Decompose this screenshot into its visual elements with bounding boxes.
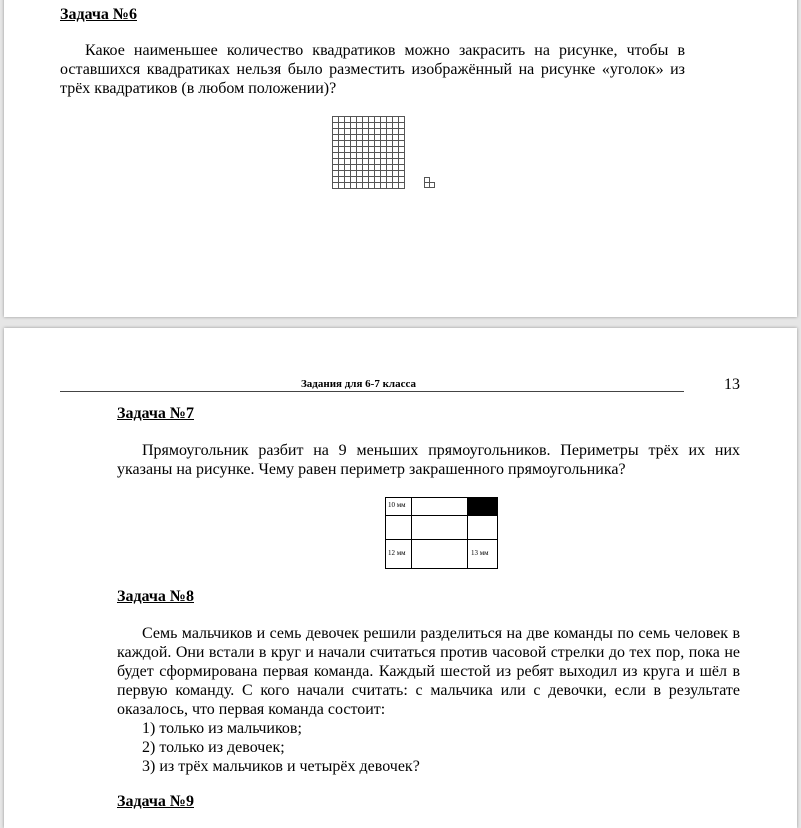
cell-r1c2 (411, 497, 468, 516)
task6-text: Какое наименьшее количество квадратиков можно закрасить на рисунке, чтобы в оставшихся квадратиках нельзя было разместить изображённый на рисунке «уголок» из трёх квадратиков (в любом положении)? (60, 42, 685, 97)
cell-r2c1 (385, 515, 412, 540)
corner-piece-figure (424, 177, 438, 191)
task8-option-2: 2) только из девочек; (142, 739, 285, 756)
shaded-rectangle (467, 497, 498, 516)
task6-heading: Задача №6 (60, 6, 137, 23)
task8-heading: Задача №8 (117, 588, 194, 605)
rectangle-figure (385, 497, 498, 569)
page-number: 13 (724, 376, 740, 393)
header-rule (60, 391, 684, 392)
cell-r3c2 (411, 539, 468, 569)
task8-option-3: 3) из трёх мальчиков и четырёх девочек? (142, 758, 420, 775)
cell-r2c2 (411, 515, 468, 540)
cell-r2c3 (467, 515, 498, 540)
running-header-title: Задания для 6-7 класса (301, 378, 417, 390)
label-bottom-right: 13 мм (471, 549, 489, 557)
square-grid-figure (332, 116, 405, 189)
task9-heading: Задача №9 (117, 793, 194, 810)
task7-text: Прямоугольник разбит на 9 меньших прямоугольников. Периметры трёх их них указаны на рисунке. Чему равен периметр закрашенного прямоугольника? (117, 442, 740, 478)
task8-option-1: 1) только из мальчиков; (142, 720, 302, 737)
task7-heading: Задача №7 (117, 405, 194, 422)
document-page-1 (4, 0, 797, 317)
label-top-left: 10 мм (388, 501, 406, 509)
label-bottom-left: 12 мм (388, 549, 406, 557)
document-page-2 (4, 328, 797, 828)
task8-text: Семь мальчиков и семь девочек решили разделиться на две команды по семь человек в каждой. Они встали в круг и начали считаться против часовой стрелки до тех пор, пока не будет сформирована первая команда. Каждый шестой из ребят выходил из круга и шёл в первую команду. С кого начали считать: с мальчика или с девочки, если в результате оказалось, что первая команда состоит: (117, 625, 740, 718)
